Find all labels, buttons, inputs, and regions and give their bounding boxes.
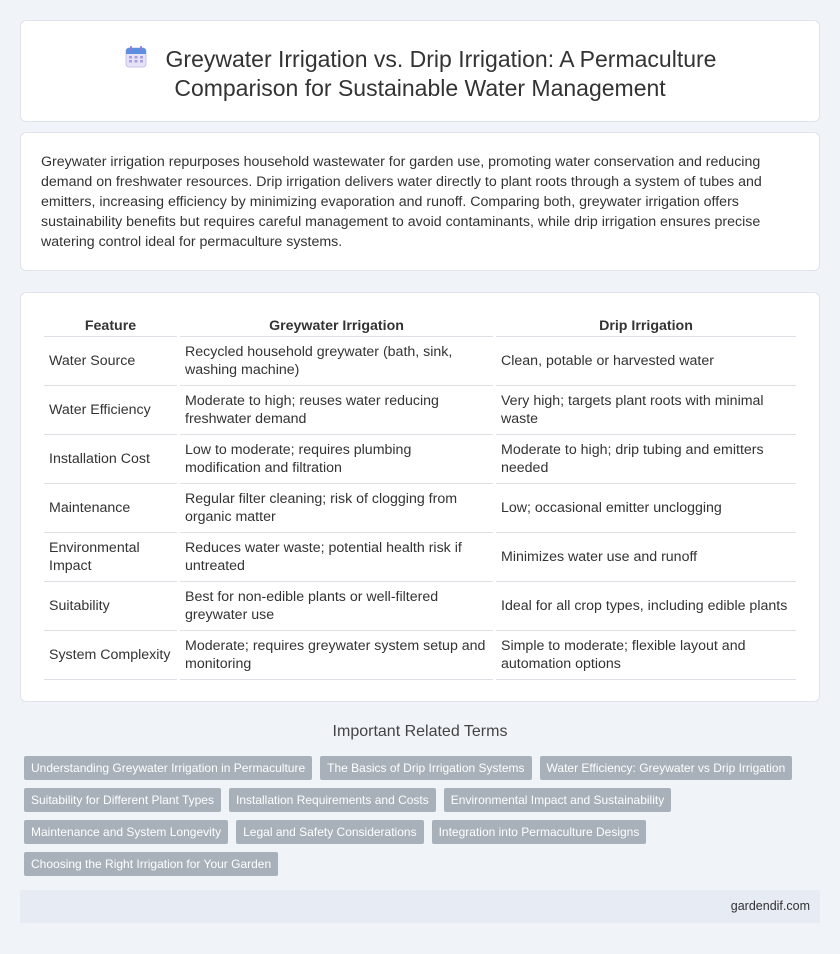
- footer: [20, 890, 820, 923]
- feature-cell: Suitability: [44, 582, 177, 631]
- title-card: [20, 20, 820, 122]
- greywater-cell: Recycled household greywater (bath, sink, washing machine): [180, 337, 493, 386]
- calendar-icon: [124, 45, 148, 69]
- drip-cell: Moderate to high; drip tubing and emitters needed: [496, 435, 796, 484]
- intro-card: [20, 132, 820, 271]
- related-term-tag[interactable]: Suitability for Different Plant Types: [24, 788, 221, 812]
- footer-site-link[interactable]: gardendif.com: [730, 899, 810, 913]
- drip-cell: Clean, potable or harvested water: [496, 337, 796, 386]
- drip-cell: Simple to moderate; flexible layout and automation options: [496, 631, 796, 680]
- greywater-cell: Low to moderate; requires plumbing modification and filtration: [180, 435, 493, 484]
- header-greywater: Greywater Irrigation: [180, 315, 493, 337]
- table-row: [44, 435, 796, 484]
- related-term-tag[interactable]: Environmental Impact and Sustainability: [444, 788, 671, 812]
- related-term-tag[interactable]: Understanding Greywater Irrigation in Permaculture: [24, 756, 312, 780]
- drip-cell: Ideal for all crop types, including edible plants: [496, 582, 796, 631]
- intro-text: Greywater irrigation repurposes household wastewater for garden use, promoting water conservation and reducing demand on freshwater resources. Drip irrigation delivers water directly to plant roots through a system of tubes and emitters, increasing efficiency by minimizing evaporation and runoff. Comparing both, greywater irrigation offers sustainability benefits but requires careful management to avoid contaminants, while drip irrigation ensures precise watering control ideal for permaculture systems.: [41, 154, 762, 250]
- related-term-tag[interactable]: Maintenance and System Longevity: [24, 820, 228, 844]
- table-row: [44, 337, 796, 386]
- drip-cell: Very high; targets plant roots with minimal waste: [496, 386, 796, 435]
- greywater-cell: Moderate; requires greywater system setup and monitoring: [180, 631, 493, 680]
- related-terms-heading: Important Related Terms: [332, 723, 508, 740]
- greywater-cell: Regular filter cleaning; risk of clogging from organic matter: [180, 484, 493, 533]
- page-title: Greywater Irrigation vs. Drip Irrigation: A Permaculture Comparison for Sustainable Water Management: [81, 45, 759, 103]
- drip-cell: Minimizes water use and runoff: [496, 533, 796, 582]
- comparison-card: [20, 292, 820, 702]
- table-header-row: [44, 315, 796, 337]
- feature-cell: Environmental Impact: [44, 533, 177, 582]
- related-term-tag[interactable]: Choosing the Right Irrigation for Your Garden: [24, 852, 278, 876]
- greywater-cell: Moderate to high; reuses water reducing freshwater demand: [180, 386, 493, 435]
- related-term-tag[interactable]: Integration into Permaculture Designs: [432, 820, 647, 844]
- feature-cell: Water Source: [44, 337, 177, 386]
- header-drip: Drip Irrigation: [496, 315, 796, 337]
- header-feature: Feature: [44, 315, 177, 337]
- related-terms-list: [24, 756, 804, 884]
- table-row: [44, 484, 796, 533]
- table-row: [44, 533, 796, 582]
- table-row: [44, 582, 796, 631]
- related-term-tag[interactable]: Installation Requirements and Costs: [229, 788, 436, 812]
- greywater-cell: Reduces water waste; potential health risk if untreated: [180, 533, 493, 582]
- comparison-table: [41, 315, 799, 680]
- greywater-cell: Best for non-edible plants or well-filtered greywater use: [180, 582, 493, 631]
- related-term-tag[interactable]: Legal and Safety Considerations: [236, 820, 423, 844]
- feature-cell: System Complexity: [44, 631, 177, 680]
- drip-cell: Low; occasional emitter unclogging: [496, 484, 796, 533]
- related-term-tag[interactable]: The Basics of Drip Irrigation Systems: [320, 756, 531, 780]
- feature-cell: Water Efficiency: [44, 386, 177, 435]
- feature-cell: Maintenance: [44, 484, 177, 533]
- table-row: [44, 386, 796, 435]
- feature-cell: Installation Cost: [44, 435, 177, 484]
- table-row: [44, 631, 796, 680]
- related-term-tag[interactable]: Water Efficiency: Greywater vs Drip Irrigation: [540, 756, 793, 780]
